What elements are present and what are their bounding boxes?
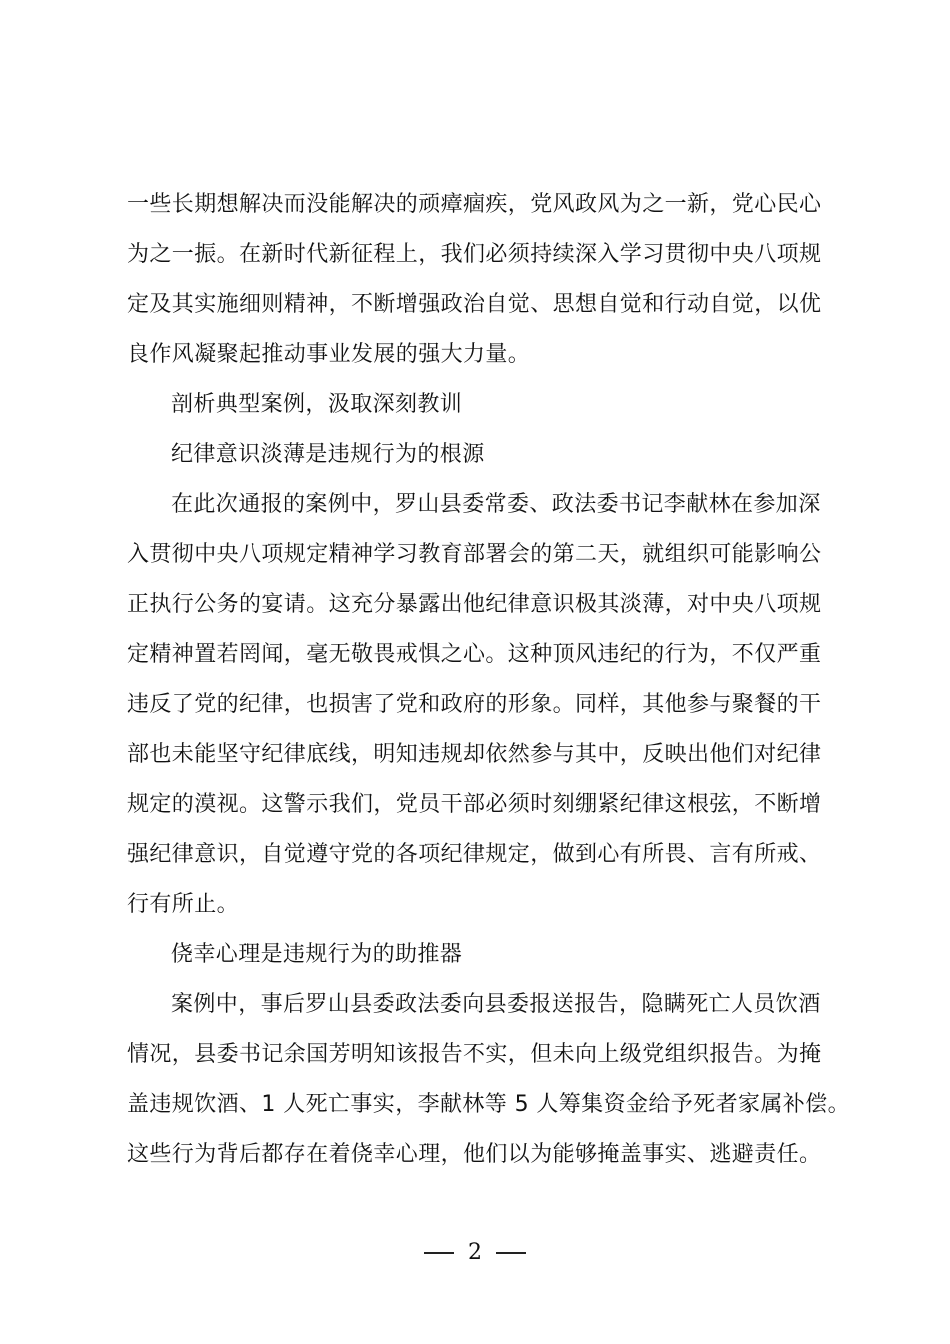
subsection-heading: 纪律意识淡薄是违规行为的根源 [171, 442, 485, 467]
body-line: 部也未能坚守纪律底线，明知违规却依然参与其中，反映出他们对纪律 [127, 742, 822, 767]
body-line: 入贯彻中央八项规定精神学习教育部署会的第二天，就组织可能影响公 [127, 542, 822, 567]
body-line: 行有所止。 [127, 892, 240, 917]
page-number: 2 [468, 1240, 482, 1265]
body-line: 定及其实施细则精神，不断增强政治自觉、思想自觉和行动自觉，以优 [127, 292, 822, 317]
section-heading: 剖析典型案例，汲取深刻教训 [171, 392, 463, 417]
body-line: 盖违规饮酒、1 人死亡事实，李献林等 5 人筹集资金给予死者家属补偿。 [127, 1092, 850, 1117]
body-line: 这些行为背后都存在着侥幸心理，他们以为能够掩盖事实、逃避责任。 [127, 1142, 822, 1167]
body-line: 一些长期想解决而没能解决的顽瘴痼疾，党风政风为之一新，党心民心 [127, 192, 822, 217]
footer-dash-left [424, 1252, 454, 1254]
body-line: 良作风凝聚起推动事业发展的强大力量。 [127, 342, 531, 367]
footer-dash-right [496, 1252, 526, 1254]
body-line: 情况，县委书记余国芳明知该报告不实，但未向上级党组织报告。为掩 [127, 1042, 822, 1067]
body-line: 规定的漠视。这警示我们，党员干部必须时刻绷紧纪律这根弦，不断增 [127, 792, 822, 817]
body-line: 强纪律意识，自觉遵守党的各项纪律规定，做到心有所畏、言有所戒、 [127, 842, 822, 867]
body-line: 违反了党的纪律，也损害了党和政府的形象。同样，其他参与聚餐的干 [127, 692, 822, 717]
paragraph-first-line: 案例中，事后罗山县委政法委向县委报送报告，隐瞒死亡人员饮酒 [171, 992, 821, 1017]
subsection-heading: 侥幸心理是违规行为的助推器 [171, 942, 463, 967]
body-line: 为之一振。在新时代新征程上，我们必须持续深入学习贯彻中央八项规 [127, 242, 822, 267]
document-body [127, 180, 850, 1180]
page-footer [0, 1238, 950, 1268]
body-line: 正执行公务的宴请。这充分暴露出他纪律意识极其淡薄，对中央八项规 [127, 592, 822, 617]
paragraph-first-line: 在此次通报的案例中，罗山县委常委、政法委书记李献林在参加深 [171, 492, 821, 517]
body-line: 定精神置若罔闻，毫无敬畏戒惧之心。这种顶风违纪的行为，不仅严重 [127, 642, 822, 667]
